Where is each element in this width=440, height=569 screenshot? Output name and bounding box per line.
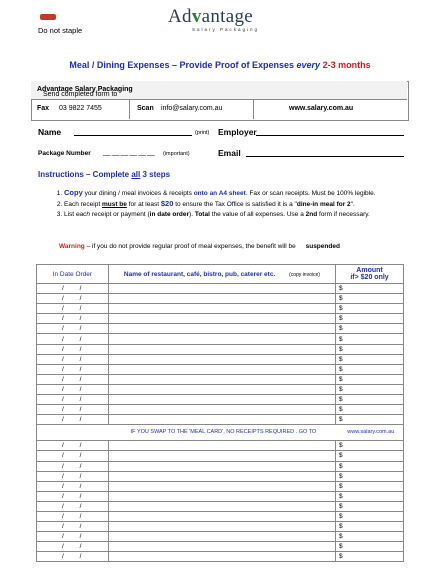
name-field[interactable] [74,135,192,136]
amount-cell[interactable]: $ [336,542,404,552]
important-hint: (important) [163,151,190,157]
table-row [37,532,404,542]
date-cell[interactable]: / / [37,451,109,461]
table-row [37,491,404,501]
fax-label: Fax [37,105,50,112]
website-link[interactable]: www.salary.com.au [289,105,354,112]
name-label: Name [38,127,62,137]
table-row [37,441,404,451]
restaurant-cell[interactable] [108,511,335,521]
restaurant-cell[interactable] [108,294,335,304]
restaurant-cell[interactable] [108,471,335,481]
staple-warning-stamp [40,14,56,20]
restaurant-cell[interactable] [108,364,335,374]
scan-email[interactable]: info@salary.com.au [161,105,223,112]
date-cell[interactable]: / / [37,354,109,364]
amount-cell[interactable]: $ [336,374,404,384]
restaurant-cell[interactable] [108,395,335,405]
amount-cell[interactable]: $ [336,441,404,451]
date-cell[interactable]: / / [37,481,109,491]
col-amount-header: Amount if> $20 only [336,265,404,284]
restaurant-cell[interactable] [108,314,335,324]
amount-cell[interactable]: $ [336,314,404,324]
amount-cell[interactable]: $ [336,511,404,521]
table-row [37,334,404,344]
meal-card-site[interactable]: www.salary.com.au [336,425,404,441]
table-row [37,304,404,314]
amount-cell[interactable]: $ [336,532,404,542]
restaurant-cell[interactable] [108,441,335,451]
restaurant-cell[interactable] [108,284,335,294]
restaurant-cell[interactable] [108,334,335,344]
table-row [37,511,404,521]
instruction-steps [38,188,424,220]
amount-cell[interactable]: $ [336,304,404,314]
date-cell[interactable]: / / [37,294,109,304]
table-row [37,364,404,374]
restaurant-cell[interactable] [108,542,335,552]
amount-cell[interactable]: $ [336,354,404,364]
amount-cell[interactable]: $ [336,461,404,471]
date-cell[interactable]: / / [37,314,109,324]
amount-cell[interactable]: $ [336,405,404,415]
date-cell[interactable]: / / [37,334,109,344]
amount-cell[interactable]: $ [336,415,404,425]
restaurant-cell[interactable] [108,304,335,314]
contact-row [31,100,407,119]
date-cell[interactable]: / / [37,395,109,405]
amount-cell[interactable]: $ [336,522,404,532]
restaurant-cell[interactable] [108,324,335,334]
package-number-field[interactable]: __ __ __ __ __ __ [103,149,155,156]
amount-cell[interactable]: $ [336,395,404,405]
logo-subtitle: Salary Packaging [192,27,260,32]
date-cell[interactable]: / / [37,405,109,415]
restaurant-cell[interactable] [108,522,335,532]
do-not-staple-note: Do not staple [38,26,83,35]
table-row [37,395,404,405]
expense-table [36,264,404,562]
warning-note: Warning – if you do not provide regular proof of meal expenses, the benefit will be suspended [59,243,340,250]
restaurant-cell[interactable] [108,384,335,394]
restaurant-cell[interactable] [108,491,335,501]
date-cell[interactable]: / / [37,284,109,294]
restaurant-cell[interactable] [108,344,335,354]
date-cell[interactable]: / / [37,501,109,511]
table-row [37,314,404,324]
date-cell[interactable]: / / [37,511,109,521]
amount-cell[interactable]: $ [336,552,404,562]
date-cell[interactable]: / / [37,441,109,451]
send-row: Send completed form to Advantage Salary Packaging [31,81,407,100]
amount-cell[interactable]: $ [336,364,404,374]
amount-cell[interactable]: $ [336,294,404,304]
restaurant-cell[interactable] [108,552,335,562]
table-row [37,451,404,461]
step-3: 3. List each receipt or payment (in date order). Total the value of all expenses. Use a 2nd form if necessary. [64,210,424,219]
page-title: Meal / Dining Expenses – Provide Proof of Expenses every 2-3 months [69,60,371,70]
table-row [37,471,404,481]
amount-cell[interactable]: $ [336,491,404,501]
amount-cell[interactable]: $ [336,471,404,481]
col-name-header: Name of restaurant, café, bistro, pub, caterer etc. (copy invoice) [108,265,335,284]
table-row [37,284,404,294]
date-cell[interactable]: / / [37,542,109,552]
table-row [37,344,404,354]
amount-cell[interactable]: $ [336,344,404,354]
table-row [37,481,404,491]
table-row [37,294,404,304]
table-row [37,405,404,415]
restaurant-cell[interactable] [108,374,335,384]
restaurant-cell[interactable] [108,354,335,364]
instructions-title: Instructions – Complete all 3 steps [38,170,171,179]
date-cell[interactable]: / / [37,552,109,562]
amount-cell[interactable]: $ [336,324,404,334]
date-cell[interactable]: / / [37,522,109,532]
scan-label: Scan [137,105,154,112]
meal-card-notice: IF YOU SWAP TO THE 'MEAL CARD', NO RECEIPTS REQUIRED . GO TO [108,425,335,441]
amount-cell[interactable]: $ [336,284,404,294]
table-row [37,522,404,532]
amount-cell[interactable]: $ [336,384,404,394]
amount-cell[interactable]: $ [336,481,404,491]
print-hint: (print) [195,130,210,136]
step-1: 1. Copy your dining / meal invoices & receipts onto an A4 sheet. Fax or scan receipts. Must be 100% legible. [64,188,424,198]
restaurant-cell[interactable] [108,415,335,425]
date-cell[interactable]: / / [37,461,109,471]
employer-field[interactable] [256,135,404,136]
fax-number: 03 9822 7455 [59,105,102,112]
table-row [37,552,404,562]
table-row [37,415,404,425]
date-cell[interactable]: / / [37,415,109,425]
table-row [37,354,404,364]
table-row [37,384,404,394]
date-cell[interactable]: / / [37,491,109,501]
date-cell[interactable]: / / [37,344,109,354]
date-cell[interactable]: / / [37,471,109,481]
table-row [37,501,404,511]
restaurant-cell[interactable] [108,451,335,461]
email-label: Email [218,148,241,158]
restaurant-cell[interactable] [108,501,335,511]
employer-label: Employer [218,127,257,137]
table-row [37,461,404,471]
date-cell[interactable]: / / [37,532,109,542]
table-row [37,542,404,552]
step-2: 2. Each receipt must be for at least $20 to ensure the Tax Office is satisfied it is a "dine-in meal for 2". [64,199,424,209]
amount-cell[interactable]: $ [336,451,404,461]
date-cell[interactable]: / / [37,384,109,394]
date-cell[interactable]: / / [37,304,109,314]
restaurant-cell[interactable] [108,532,335,542]
restaurant-cell[interactable] [108,405,335,415]
restaurant-cell[interactable] [108,481,335,491]
amount-cell[interactable]: $ [336,501,404,511]
date-cell[interactable]: / / [37,324,109,334]
table-header [37,265,404,284]
date-cell[interactable]: / / [37,364,109,374]
date-cell[interactable]: / / [37,374,109,384]
col-date-header: In Date Order [37,265,109,284]
email-field[interactable] [246,156,404,157]
meal-card-notice-row [37,425,404,441]
restaurant-cell[interactable] [108,461,335,471]
package-number-label: Package Number [38,150,91,157]
table-row [37,374,404,384]
table-row [37,324,404,334]
advantage-logo: Advantage [168,6,254,27]
amount-cell[interactable]: $ [336,334,404,344]
